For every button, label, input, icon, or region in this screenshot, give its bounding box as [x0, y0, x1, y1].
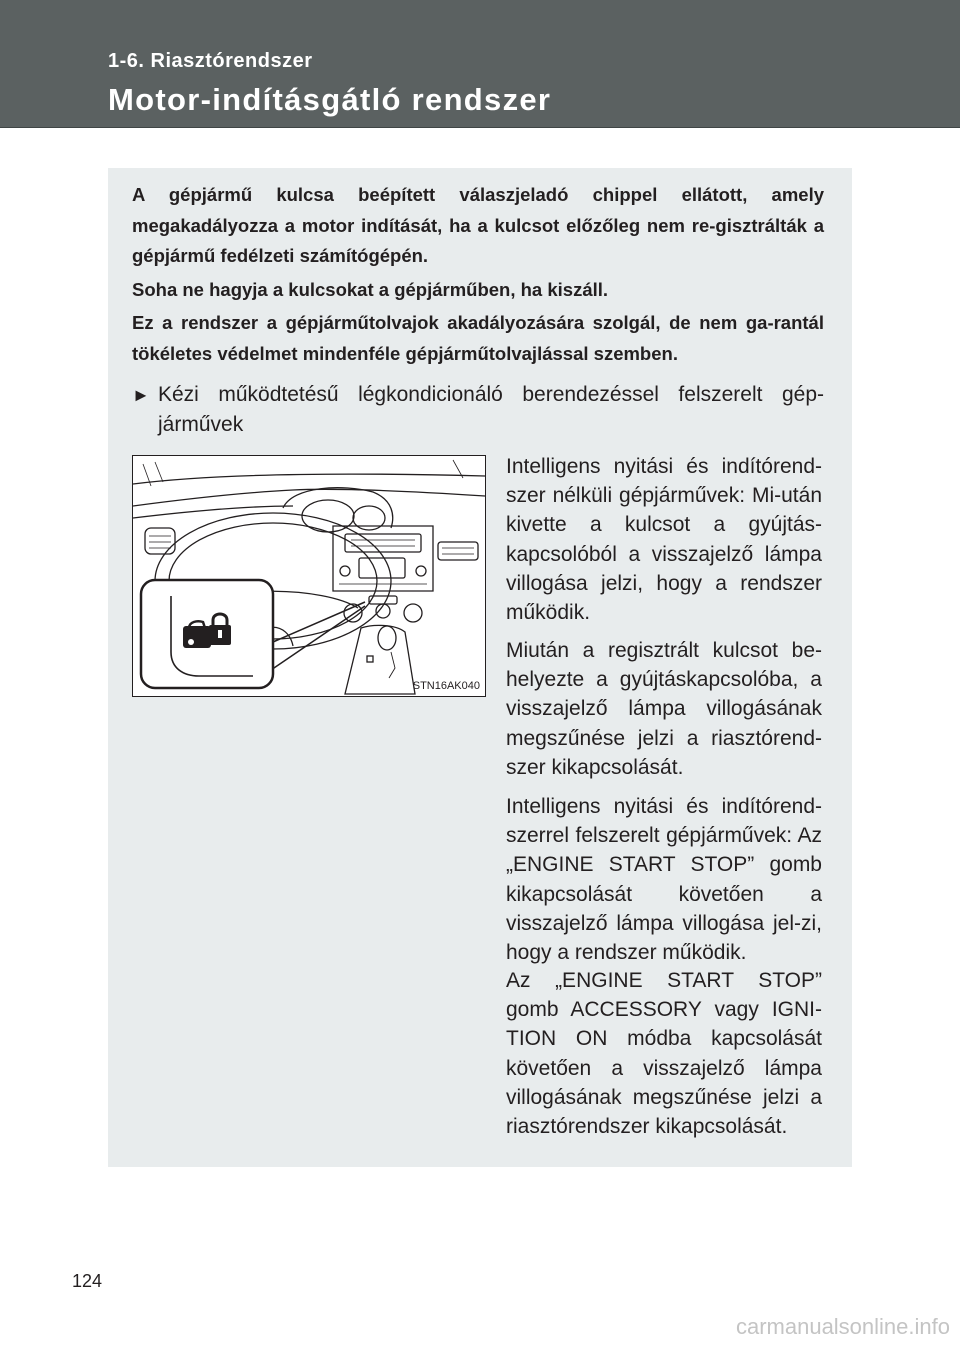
paragraph-1	[506, 452, 822, 627]
intro-paragraph-1: A gépjármű kulcsa beépített válaszjeladó chippel ellátott, amely megakadályozza a motor indítását, ha a kulcsot előzőleg nem re-gisztrálták a gépjármű fedélzeti számítógépén.	[132, 184, 824, 266]
paragraph-4-text: Az „ENGINE START STOP” gomb ACCESSORY vagy IGNI-TION ON módba kapcsolását követően a visszajelző lámpa villogásának megszűnése jelzi a riasztórendszer kikapcsolását.	[506, 969, 822, 1139]
triangle-marker-icon: ►	[132, 385, 150, 405]
paragraph-3	[506, 792, 822, 967]
section-label: 1-6. Riasztórendszer	[108, 50, 313, 72]
intro-text	[132, 180, 824, 369]
dashboard-drawing	[133, 456, 485, 696]
page-number: 124	[72, 1271, 103, 1291]
subheading-text: Kézi működtetésű légkondicionáló berendezéssel felszerelt gép-járművek	[158, 383, 824, 436]
figure-code: STN16AK040	[412, 680, 480, 692]
watermark: carmanualsonline.info	[735, 1314, 950, 1339]
intro-paragraph-3: Ez a rendszer a gépjárműtolvajok akadályozására szolgál, de nem ga-rantál tökéletes védelmet mindenféle gépjárműtolvajlással szemben.	[132, 312, 824, 364]
dashboard-illustration	[132, 455, 486, 697]
paragraph-2-text: Miután a regisztrált kulcsot be-helyezte a gyújtáskapcsolóba, a visszajelző lámpa villogásának megszűnése jelzi a riasztórend-szer kikapcsolását.	[506, 639, 822, 779]
paragraph-2	[506, 636, 822, 782]
page-title: Motor-indításgátló rendszer	[108, 82, 552, 117]
paragraph-3-text: Intelligens nyitási és indítórend-szerrel felszerelt gépjárművek: Az „ENGINE START STOP” gomb kikapcsolását követően a visszajelző lámpa villogása jel-zi, hogy a rendszer működik.	[506, 795, 822, 965]
intro-paragraph-2: Soha ne hagyja a kulcsokat a gépjárműben, ha kiszáll.	[132, 278, 609, 300]
paragraph-4	[506, 966, 822, 1141]
subheading	[132, 380, 824, 440]
paragraph-1-text: Intelligens nyitási és indítórend-szer nélküli gépjárművek: Mi-után kivette a kulcsot a gyújtás-kapcsolóból a visszajelző lámpa villogása jelzi, hogy a rendszer működik.	[506, 455, 822, 625]
page-header	[0, 0, 960, 128]
